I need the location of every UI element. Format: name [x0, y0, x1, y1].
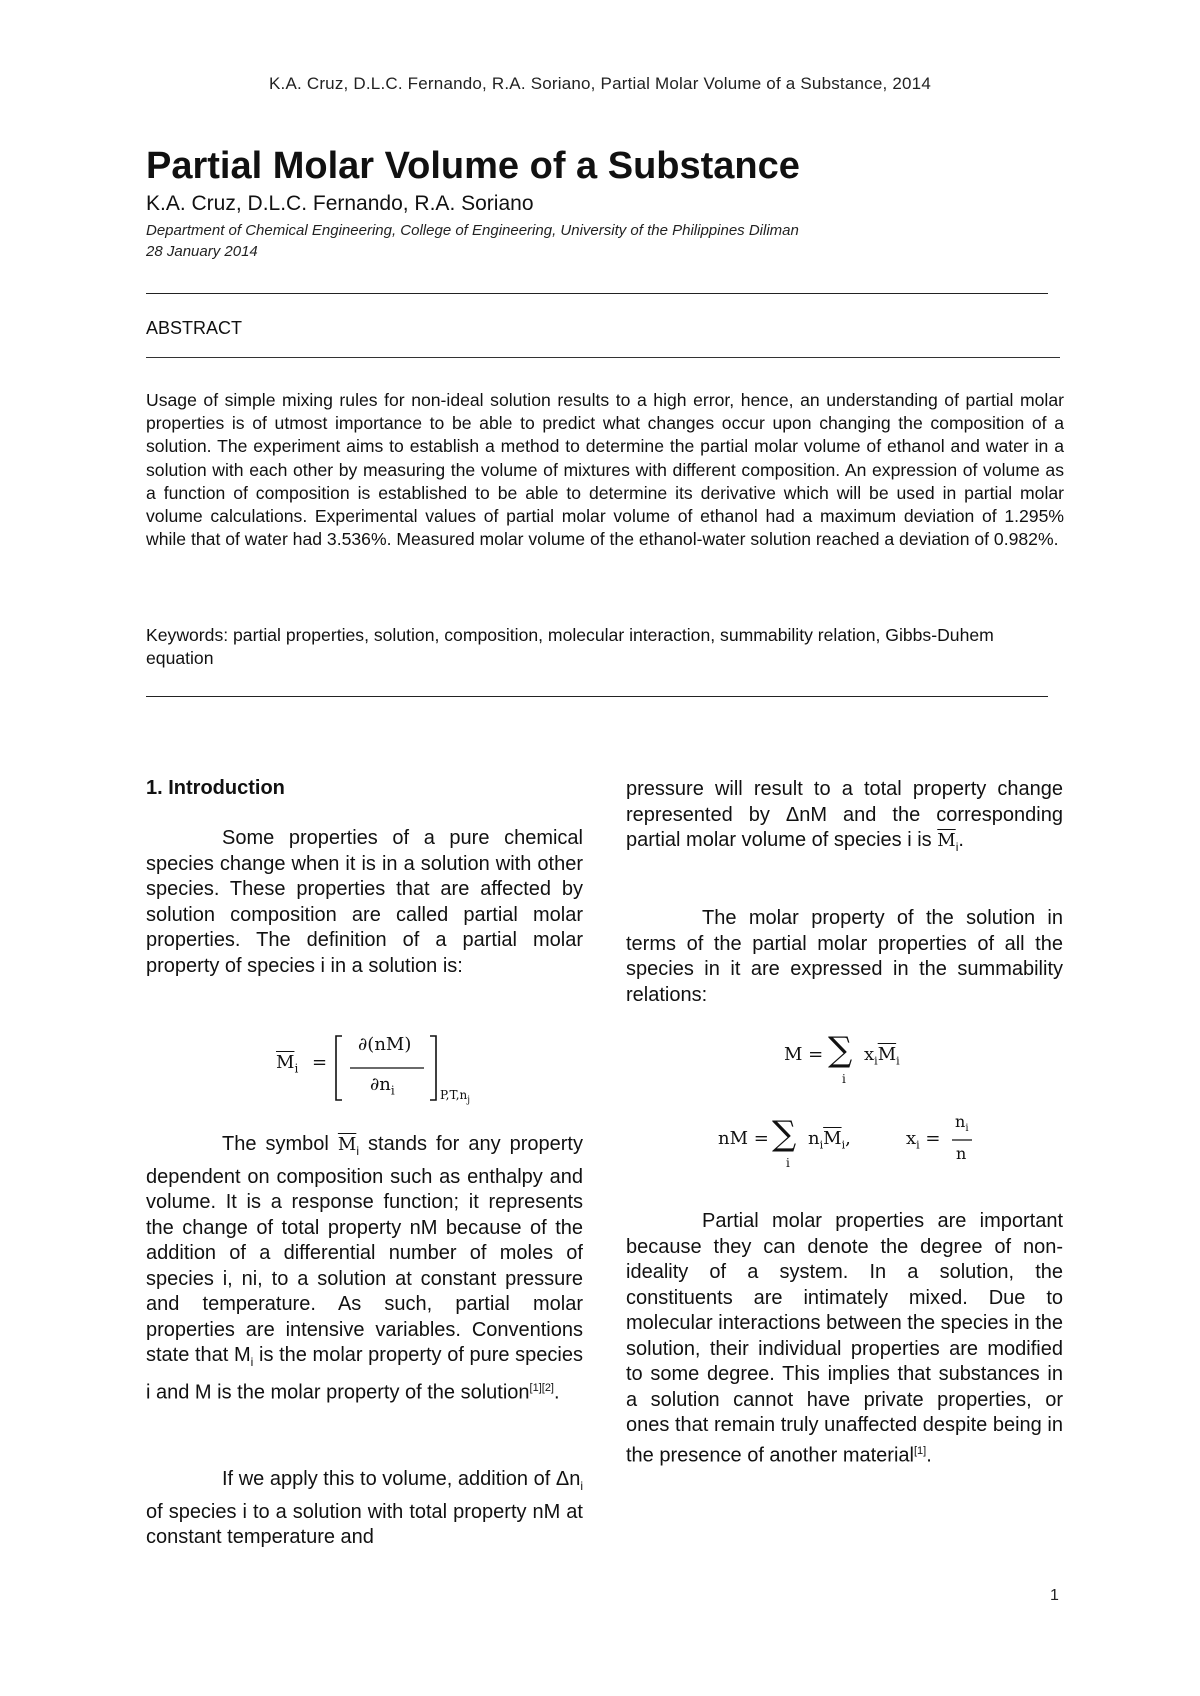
running-header: K.A. Cruz, D.L.C. Fernando, R.A. Soriano, Partial Molar Volume of a Substance, 2014 — [269, 74, 931, 93]
keywords: Keywords: partial properties, solution, composition, molecular interaction, summability relation, Gibbs-Duhem equation — [146, 625, 994, 669]
divider — [146, 357, 1060, 358]
summability-equation: M = ∑ i $x_i\overline{M}_i$ — [784, 1030, 900, 1086]
right-column-paragraph — [626, 1209, 1063, 1469]
right-column-paragraph — [626, 777, 1063, 861]
publication-date: 28 January 2014 — [146, 243, 258, 260]
affiliation: Department of Chemical Engineering, College of Engineering, University of the Philippines Diliman — [146, 222, 799, 239]
left-column-paragraph — [146, 1132, 583, 1406]
abstract-text: Usage of simple mixing rules for non-ideal solution results to a high error, hence, an understanding of partial molar properties is of utmost importance to be able to predict what changes occur upon changing the composition of a solution. The experiment aims to establish a method to determine the partial molar volume of ethanol and water in a solution with each other by measuring the volume of mixtures with different composition. An expression of volume as a function of composition is established to be able to determine its derivative which will be used in partial molar volume calculations. Experimental values of partial molar volume of ethanol had a maximum deviation of 1.295% while that of water had 3.536%. Measured molar volume of the ethanol-water solution reached a deviation of 0.982%. — [146, 390, 1064, 550]
summability-equation-moles: nM = ∑ i $n_i\overline{M}_i$, $x_i$ = $n_i$ n — [718, 1114, 978, 1180]
intro-paragraph-3: If we apply this to volume, addition of $\Delta n_i$ of species i to a solution with total property nM at constant temperature and — [146, 1468, 583, 1548]
intro-paragraph-6: Partial molar properties are important because they can denote the degree of non-ideality of a system. In a solution, the constituents are intimately mixed. Due to molecular interactions between the species in the solution, their individual properties are modified to some degree. This implies that substances in a solution cannot have private properties, or ones that remain truly unaffected despite being in the presence of another material[1]. — [626, 1210, 1063, 1467]
divider — [146, 696, 1048, 697]
intro-paragraph-1: Some properties of a pure chemical species change when it is in a solution with other species. These properties that are affected by solution composition are called partial molar properties. The definition of a partial molar property of species i in a solution is: — [146, 827, 583, 977]
paper-title: Partial Molar Volume of a Substance — [146, 145, 800, 187]
intro-paragraph-4: pressure will result to a total property change represented by ΔnM and the corresponding partial molar volume of species i is $\overline{M}_i$. — [626, 778, 1063, 854]
section-heading: 1. Introduction — [146, 777, 285, 799]
page-number: 1 — [1050, 1587, 1059, 1604]
abstract-heading: ABSTRACT — [146, 318, 243, 338]
left-column-paragraph — [146, 1467, 583, 1551]
intro-paragraph-5: The molar property of the solution in terms of the partial molar properties of all the species in it are expressed in the summability relations: — [626, 907, 1063, 1006]
partial-molar-definition-equation: $\overline{M}_i$ = ∂(nM) $\partial n_i$ $P,T,n_j$ — [276, 1030, 506, 1120]
author-list: K.A. Cruz, D.L.C. Fernando, R.A. Soriano — [146, 192, 534, 215]
left-column-paragraph — [146, 826, 583, 979]
right-column-paragraph — [626, 906, 1063, 1008]
intro-paragraph-2: The symbol $\overline{M}_i$ stands for any property dependent on composition such as enthalpy and volume. It is a response function; it represents the change of total property nM because of the addition of a differential number of moles of species i, ni, to a solution at constant pressure and temperature. As such, partial molar properties are intensive variables. Conventions state that $M_i$ is the molar property of pure species i and M is the molar property of the solution[1][2]. — [146, 1133, 583, 1404]
fraction-bar — [952, 1138, 974, 1142]
divider — [146, 293, 1048, 294]
